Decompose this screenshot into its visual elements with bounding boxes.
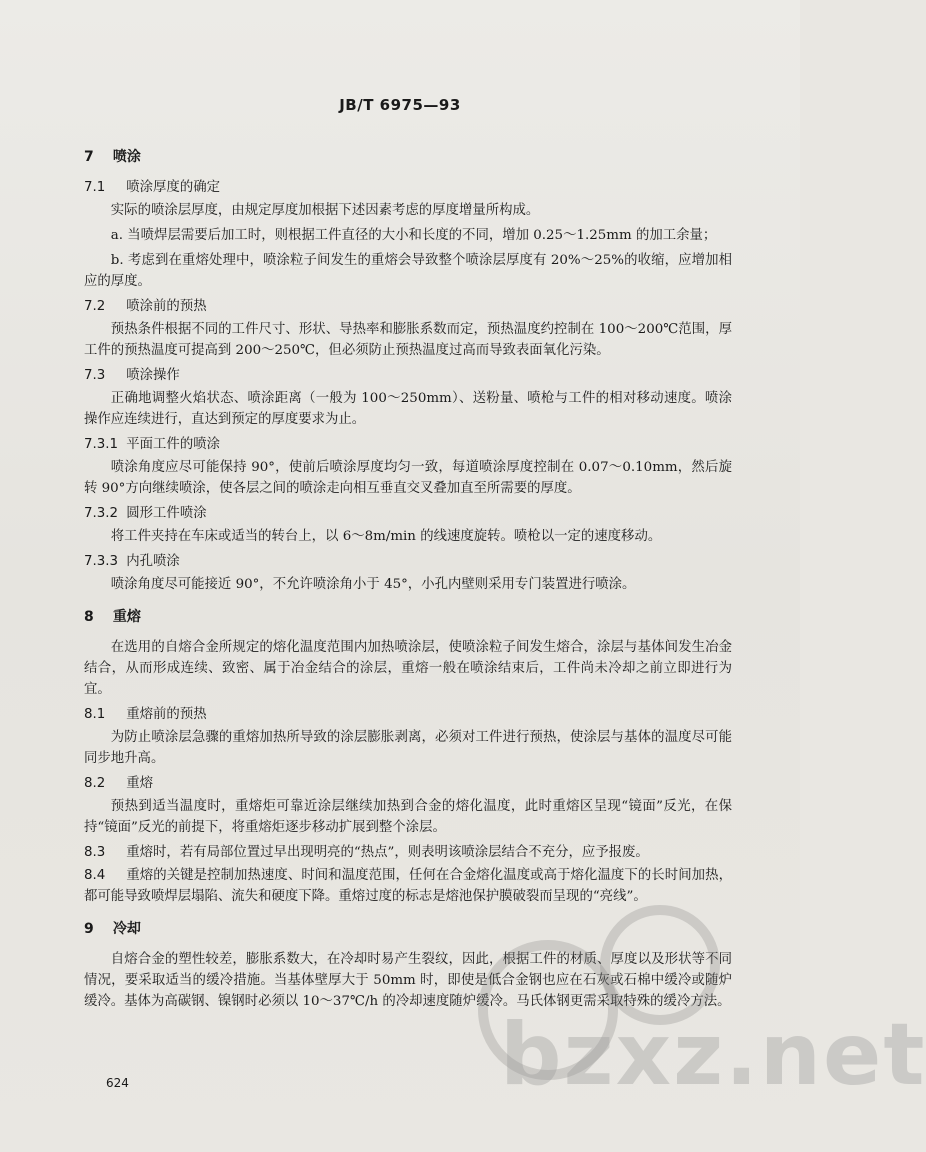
section-8-4-clause bbox=[84, 865, 732, 907]
section-7-heading bbox=[84, 147, 732, 168]
clause-text: 重熔的关键是控制加热速度、时间和温度范围，任何在合金熔化温度或高于熔化温度下的长时间加热，都可能导致喷焊层塌陷、流失和硬度下降。重熔过度的标志是熔池保护膜破裂而呈现的“亮线”。 bbox=[84, 868, 732, 904]
paragraph: 正确地调整火焰状态、喷涂距离（一般为 100～250mm）、送粉量、喷枪与工件的相对移动速度。喷涂操作应连续进行，直达到预定的厚度要求为止。 bbox=[84, 391, 732, 427]
paragraph: 将工件夹持在车床或适当的转台上，以 6～8m/min 的线速度旋转。喷枪以一定的速度移动。 bbox=[110, 529, 662, 544]
section-number: 7.1 bbox=[84, 180, 106, 195]
section-title: 重熔前的预热 bbox=[126, 707, 207, 722]
list-item-b: b. 考虑到在重熔处理中，喷涂粒子间发生的重熔会导致整个喷涂层厚度有 20%～25%的收缩，应增加相应的厚度。 bbox=[84, 253, 732, 289]
document-body bbox=[84, 135, 732, 1016]
section-7-1-heading bbox=[84, 177, 732, 198]
section-8-heading bbox=[84, 607, 732, 628]
section-title: 喷涂前的预热 bbox=[126, 299, 207, 314]
section-7-3-heading bbox=[84, 365, 732, 386]
section-number: 8.1 bbox=[84, 707, 106, 722]
section-7-2-heading bbox=[84, 296, 732, 317]
section-8-1-heading bbox=[84, 704, 732, 725]
section-number: 8.2 bbox=[84, 776, 106, 791]
paragraph: 实际的喷涂层厚度，由规定厚度加根据下述因素考虑的厚度增量所构成。 bbox=[110, 203, 540, 218]
section-title: 喷涂 bbox=[112, 149, 141, 165]
section-number: 7.2 bbox=[84, 299, 106, 314]
section-title: 喷涂操作 bbox=[126, 368, 180, 383]
page-number: 624 bbox=[106, 1076, 129, 1090]
section-title: 喷涂厚度的确定 bbox=[126, 180, 220, 195]
paragraph: 喷涂角度尽可能接近 90°，不允许喷涂角小于 45°，小孔内壁则采用专门装置进行喷涂。 bbox=[110, 577, 636, 592]
section-number: 8.4 bbox=[84, 868, 106, 883]
paragraph: 在选用的自熔合金所规定的熔化温度范围内加热喷涂层，使喷涂粒子间发生熔合，涂层与基体间发生冶金结合，从而形成连续、致密、属于冶金结合的涂层，重熔一般在喷涂结束后，工件尚未冷却之前立即进行为宜。 bbox=[84, 640, 732, 697]
section-title: 冷却 bbox=[112, 921, 141, 937]
list-item-a: a. 当喷焊层需要后加工时，则根据工件直径的大小和长度的不同，增加 0.25～1.25mm 的加工余量； bbox=[110, 228, 717, 243]
paragraph: 为防止喷涂层急骤的重熔加热所导致的涂层膨胀剥离，必须对工件进行预热，使涂层与基体的温度尽可能同步地升高。 bbox=[84, 730, 732, 766]
section-number: 7.3.1 bbox=[84, 437, 119, 452]
paragraph: 喷涂角度应尽可能保持 90°，使前后喷涂厚度均匀一致，每道喷涂厚度控制在 0.07～0.10mm，然后旋转 90°方向继续喷涂，使各层之间的喷涂走向相互垂直交叉叠加直至所需要的厚度。 bbox=[84, 460, 732, 496]
section-number: 7.3 bbox=[84, 368, 106, 383]
section-title: 重熔 bbox=[112, 609, 141, 625]
section-8-2-heading bbox=[84, 773, 732, 794]
section-number: 9 bbox=[84, 921, 94, 937]
section-7-3-1-heading bbox=[84, 434, 732, 455]
section-8-3-clause bbox=[84, 842, 732, 863]
section-7-3-3-heading bbox=[84, 551, 732, 572]
section-number: 7.3.3 bbox=[84, 554, 119, 569]
paragraph: 预热条件根据不同的工件尺寸、形状、导热率和膨胀系数而定，预热温度约控制在 100～200℃范围，厚工件的预热温度可提高到 200～250℃，但必须防止预热温度过高而导致表面氧化污染。 bbox=[84, 322, 732, 358]
section-title: 平面工件的喷涂 bbox=[126, 437, 220, 452]
standard-code-header: JB/T 6975—93 bbox=[339, 96, 461, 114]
clause-text: 重熔时，若有局部位置过早出现明亮的“热点”，则表明该喷涂层结合不充分，应予报废。 bbox=[126, 845, 649, 860]
section-title: 内孔喷涂 bbox=[126, 554, 180, 569]
section-7-3-2-heading bbox=[84, 503, 732, 524]
paragraph: 自熔合金的塑性较差，膨胀系数大，在冷却时易产生裂纹，因此，根据工件的材质、厚度以及形状等不同情况，要采取适当的缓冷措施。当基体壁厚大于 50mm 时，即使是低合金钢也应在石灰或石棉中缓冷或随炉缓冷。基体为高碳钢、镍钢时必须以 10～37℃/h 的冷却速度随炉缓冷。马氏体钢更需采取特殊的缓冷方法。 bbox=[84, 952, 732, 1009]
section-title: 圆形工件喷涂 bbox=[126, 506, 207, 521]
section-number: 8 bbox=[84, 609, 94, 625]
watermark-text: bzxz.net bbox=[500, 1005, 926, 1105]
section-number: 7.3.2 bbox=[84, 506, 119, 521]
section-title: 重熔 bbox=[126, 776, 154, 791]
section-number: 8.3 bbox=[84, 845, 106, 860]
paragraph: 预热到适当温度时，重熔炬可靠近涂层继续加热到合金的熔化温度，此时重熔区呈现“镜面”反光，在保持“镜面”反光的前提下，将重熔炬逐步移动扩展到整个涂层。 bbox=[84, 799, 732, 835]
section-number: 7 bbox=[84, 149, 94, 165]
